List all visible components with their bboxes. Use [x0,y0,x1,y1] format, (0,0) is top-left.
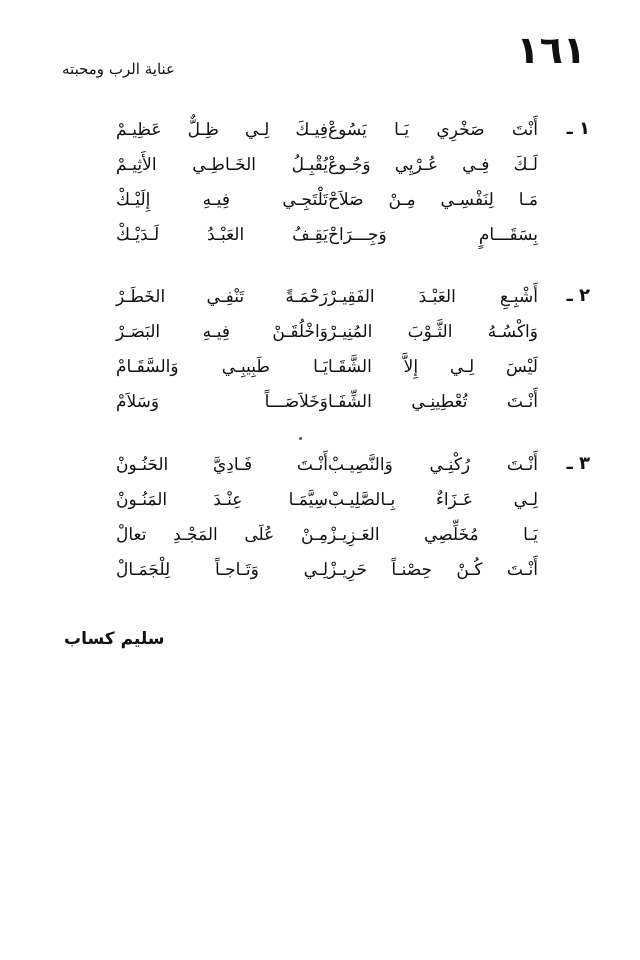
hemistich-second: يُقْبِـلُ الخَـاطِـي الأَثِيـمْ [116,155,328,175]
hemistich-first: أَنْتَ صَخْرِي يَـا يَسُوعْ [328,120,538,140]
verse-line [60,556,590,591]
verse-line [60,388,590,423]
hemistich-first: أَنْـتَ كُـنْ حِصْنـاً حَرِيـزْ [328,560,538,580]
verse-line [60,151,590,186]
hemistich-first: لَـكَ فِـي عُـرْيِي وَجُـوعْ [328,155,538,175]
hemistich-first: أَشْبِـعِ العَبْـدَ الفَقِيـرْ [328,287,538,307]
page-number: ١٦١ [516,28,586,72]
verse-line [60,353,590,388]
dot-mark [299,437,302,440]
hemistich-second: وَاخْلُقَـنْ فِيـهِ البَصَـرْ [116,322,328,342]
hemistich-second: أَنْـتَ فَـادِيَّ الحَنُـونْ [116,455,328,475]
stanza-1 [60,116,590,256]
verse-line [60,221,590,256]
running-header: عناية الرب ومحبته [62,60,175,78]
hemistich-second: فِيـكَ لِـي ظِـلٌّ عَظِيـمْ [116,120,328,140]
author-name: سليم كساب [64,629,165,649]
hemistich-second: يَقِـفُ العَبْـدُ لَـدَيْـكْ [116,225,328,245]
hemistich-first: أَنْـتَ رُكْنِـي وَالنَّصِيـبْ [328,455,538,475]
verse-line [60,521,590,556]
hemistich-first: وَاكْسُـهُ الثَّـوْبَ المُنِيـرْ [328,322,538,342]
hemistich-second: رَحْمَـةً تَنْفِـي الخَطَـرْ [116,287,328,307]
verse-line [60,486,590,521]
stanza-number: ١ ـ [566,118,590,139]
hemistich-first: يَـا مُخَلِّصِي العَـزِيـزْ [328,525,538,545]
hemistich-first: لَيْسَ لِـي إِلاَّ الشَّقَـا [328,357,538,377]
stanza-number: ٢ ـ [566,285,590,306]
verse-line [60,283,590,318]
verse-line [60,116,590,151]
stanza-2 [60,283,590,423]
verse-line [60,451,590,486]
hemistich-first: لِـي عَـزَاءٌ بِـالصَّلِيـبْ [328,490,538,510]
hemistich-first: أَنْـتَ تُعْطِينِـي الشِّفَـا [328,392,538,412]
hemistich-second: لِـي وَتَـاجـاً لِلْجَمَـالْ [116,560,328,580]
hemistich-first: بِسَقَـــامٍ وَجِـــرَاحْ [328,225,538,245]
stanza-number: ٣ ـ [566,453,590,474]
stanza-3 [60,451,590,591]
verse-line [60,186,590,221]
hemistich-second: سِيَّمَـا عِنْـدَ المَنُـونْ [116,490,328,510]
hemistich-second: مِـنْ عُلَى المَجْـدِ تعالْ [116,525,328,545]
hemistich-second: وَخَلاَصَـــاً وَسَلاَمْ [116,392,328,412]
verse-line [60,318,590,353]
hemistich-second: تَلْتَجِـي فِيـهِ إِلَيْـكْ [116,190,328,210]
hemistich-first: مَـا لِنَفْسِـي مِـنْ صَلاَحْ [328,190,538,210]
hemistich-second: يَـا طَبِيبِـي وَالسَّقَـامْ [116,357,328,377]
